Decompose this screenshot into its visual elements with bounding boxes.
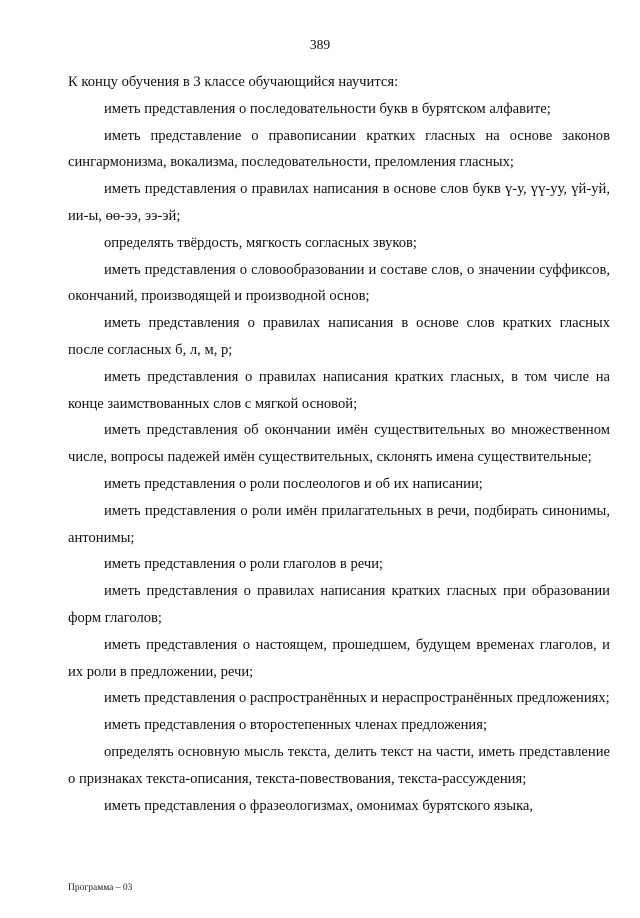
list-item: иметь представления о словообразовании и составе слов, о значении суффиксов, окончаний, производящей и производной основ;: [68, 261, 610, 305]
page-footer: Программа – 03: [68, 883, 133, 893]
list-item: иметь представления о фразеологизмах, омонимах бурятского языка,: [104, 797, 534, 814]
document-body: [68, 69, 610, 819]
list-item: иметь представления о правилах написания в основе слов кратких гласных после согласных б, л, м, р;: [68, 315, 610, 358]
list-item: иметь представления о правилах написания кратких гласных при образовании форм глаголов;: [68, 583, 610, 626]
list-item: определять основную мысль текста, делить текст на части, иметь представление о признаках текста-описания, текста-повествования, текста-рассуждения;: [68, 743, 610, 787]
intro-paragraph: К концу обучения в 3 классе обучающийся научится:: [68, 74, 399, 90]
list-item: иметь представления о второстепенных членах предложения;: [104, 717, 487, 734]
list-item: иметь представления об окончании имён существительных во множественном числе, вопросы падежей имён существительных, склонять имена существительные;: [68, 422, 610, 466]
list-item: определять твёрдость, мягкость согласных звуков;: [104, 234, 417, 251]
list-item: иметь представление о правописании кратких гласных на основе законов сингармонизма, вокализма, последовательности, преломления гласных;: [68, 127, 610, 171]
list-item: иметь представления о роли глаголов в речи;: [104, 556, 384, 573]
list-item: иметь представления о правилах написания в основе слов букв ү-у, үү-уу, үй-уй, ии-ы, өө-ээ, ээ-эй;: [68, 181, 610, 224]
list-item: иметь представления о последовательности букв в бурятском алфавите;: [104, 100, 551, 117]
list-item: иметь представления о роли имён прилагательных в речи, подбирать синонимы, антонимы;: [68, 502, 610, 546]
list-item: иметь представления о роли послеологов и об их написании;: [104, 475, 483, 492]
list-item: иметь представления о распространённых и нераспространённых предложениях;: [104, 690, 610, 707]
list-item: иметь представления о правилах написания кратких гласных, в том числе на конце заимствованных слов с мягкой основой;: [68, 368, 610, 412]
list-item: иметь представления о настоящем, прошедшем, будущем временах глаголов, и их роли в предложении, речи;: [68, 636, 610, 680]
page-number: 389: [309, 37, 331, 52]
